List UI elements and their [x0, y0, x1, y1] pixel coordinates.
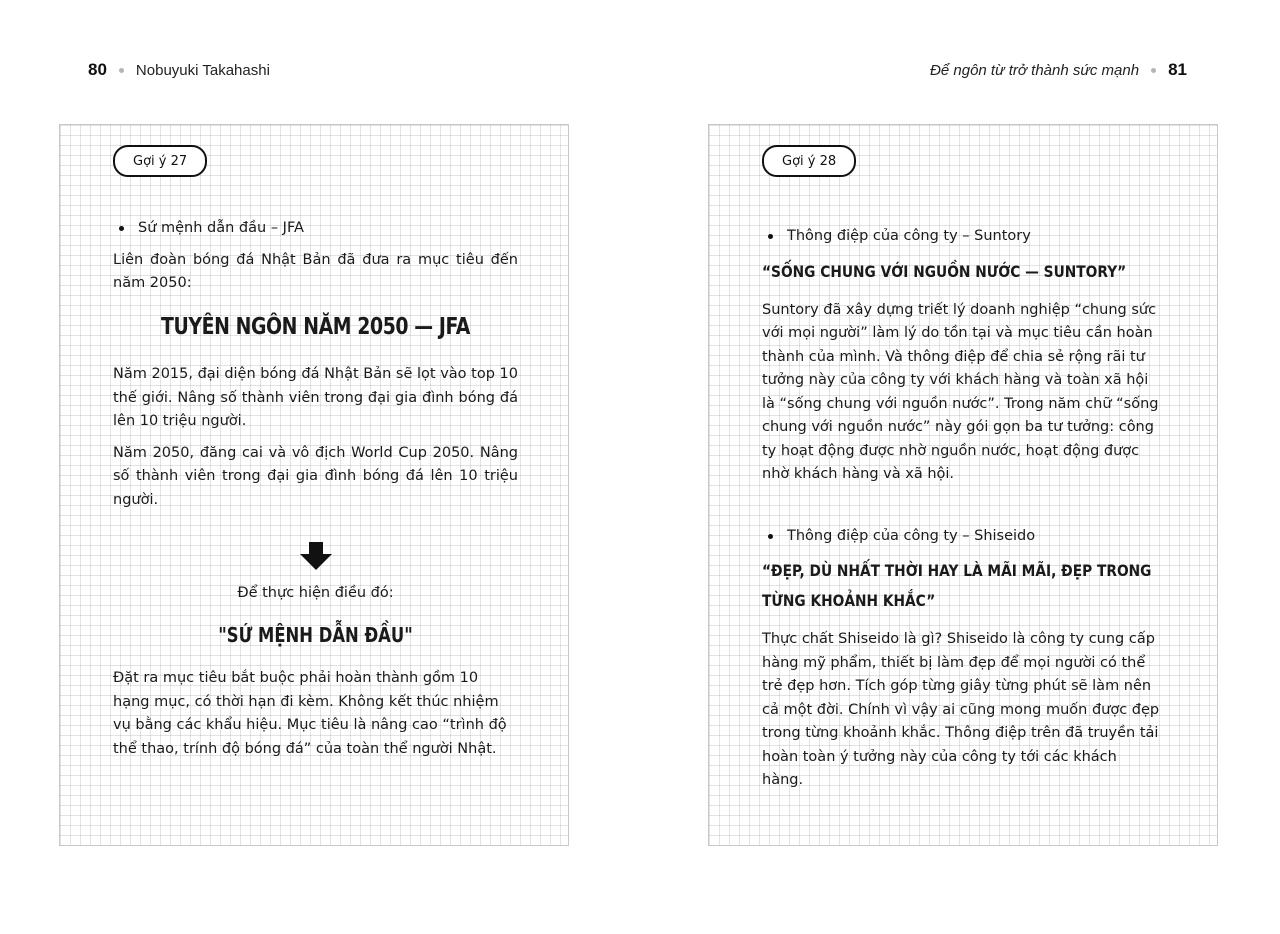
left-running-head: [88, 58, 270, 82]
declaration-heading: TUYÊN NGÔN NĂM 2050 — JFA: [160, 313, 470, 340]
right-page-number: 81: [1168, 60, 1187, 79]
arrow-down-icon: [300, 542, 332, 570]
bullet-item-suntory: [762, 225, 1162, 249]
right-running-head: [930, 58, 1187, 82]
bullet-item: [113, 217, 518, 241]
tip-tag-27: Gợi ý 27: [113, 145, 207, 177]
paragraph-2015: Năm 2015, đại diện bóng đá Nhật Bản sẽ lọt vào top 10 thế giới. Nâng số thành viên trong đại gia đình bóng đá lên 10 triệu người.: [113, 366, 518, 429]
bullet-dot-icon: [119, 226, 124, 231]
paragraph-2050: Năm 2050, đăng cai và vô địch World Cup 2050. Nâng số thành viên trong đại gia đình bóng đá lên 10 triệu người.: [113, 444, 518, 508]
suntory-slogan: “SỐNG CHUNG VỚI NGUỒN NƯỚC — SUNTORY”: [762, 261, 1127, 281]
bullet-text: Sứ mệnh dẫn đầu – JFA: [138, 220, 304, 236]
suntory-paragraph: Suntory đã xây dựng triết lý doanh nghiệp “chung sức với mọi người” làm lý do tồn tại và mục tiêu cần hoàn thành của mình. Và thông điệp để chia sẻ rộng rãi tư tưởng này của công ty với khách hàng và toàn xã hội là “sống chung với nguồn nước”. Trong năm chữ “sống chung với nguồn nước” này gói gọn ba tư tưởng: công ty hoạt động được nhờ nguồn nước, hoạt động được nhờ khách hàng và xã hội.: [762, 301, 1159, 482]
right-page-panel: [708, 124, 1218, 846]
bullet-item-shiseido: [762, 525, 1162, 549]
paragraph-goals: Đặt ra mục tiêu bắt buộc phải hoàn thành gồm 10 hạng mục, có thời hạn đi kèm. Không kết thúc nhiệm vụ bằng các khẩu hiệu. Mục tiêu là nâng cao “trình độ thể thao, trính độ bóng đá” của toàn thể người Nhật.: [113, 670, 507, 757]
header-separator-dot: [119, 68, 124, 73]
left-page-content: [113, 217, 518, 769]
arrow-container: [113, 542, 518, 570]
right-page-content: [762, 225, 1162, 801]
shiseido-paragraph: Thực chất Shiseido là gì? Shiseido là công ty cung cấp hàng mỹ phẩm, thiết bị làm đẹp để mọi người có thể trẻ đẹp hơn. Tích góp từng giây từng phút sẽ làm nên cả một đời. Chính vì vậy ai cũng mong muốn được đẹp trong từng khoảnh khắc. Thông điệp trên đã truyền tải hoàn toàn ý tưởng này của công ty tới các khách hàng.: [762, 631, 1160, 788]
bullet-dot-icon: [768, 234, 773, 239]
bullet-dot-icon: [768, 534, 773, 539]
to-achieve-text: Để thực hiện điều đó:: [237, 585, 394, 601]
left-page-number: 80: [88, 60, 107, 79]
section-gap: [762, 495, 1162, 525]
left-page-panel: [59, 124, 569, 846]
header-separator-dot: [1151, 68, 1156, 73]
intro-paragraph: Liên đoàn bóng đá Nhật Bản đã đưa ra mục tiêu đến năm 2050:: [113, 251, 518, 291]
tip-tag-28: Gợi ý 28: [762, 145, 856, 177]
author-name: Nobuyuki Takahashi: [135, 61, 270, 79]
book-title: Để ngôn từ trở thành sức mạnh: [930, 61, 1140, 79]
bullet-text: Thông điệp của công ty – Shiseido: [787, 527, 1036, 544]
shiseido-slogan: “ĐẸP, DÙ NHẤT THỜI HAY LÀ MÃI MÃI, ĐẸP TRONG TỪNG KHOẢNH KHẮC”: [762, 561, 1152, 610]
bullet-text: Thông điệp của công ty – Suntory: [787, 228, 1031, 244]
mission-heading: "SỨ MỆNH DẪN ĐẦU": [218, 622, 413, 647]
